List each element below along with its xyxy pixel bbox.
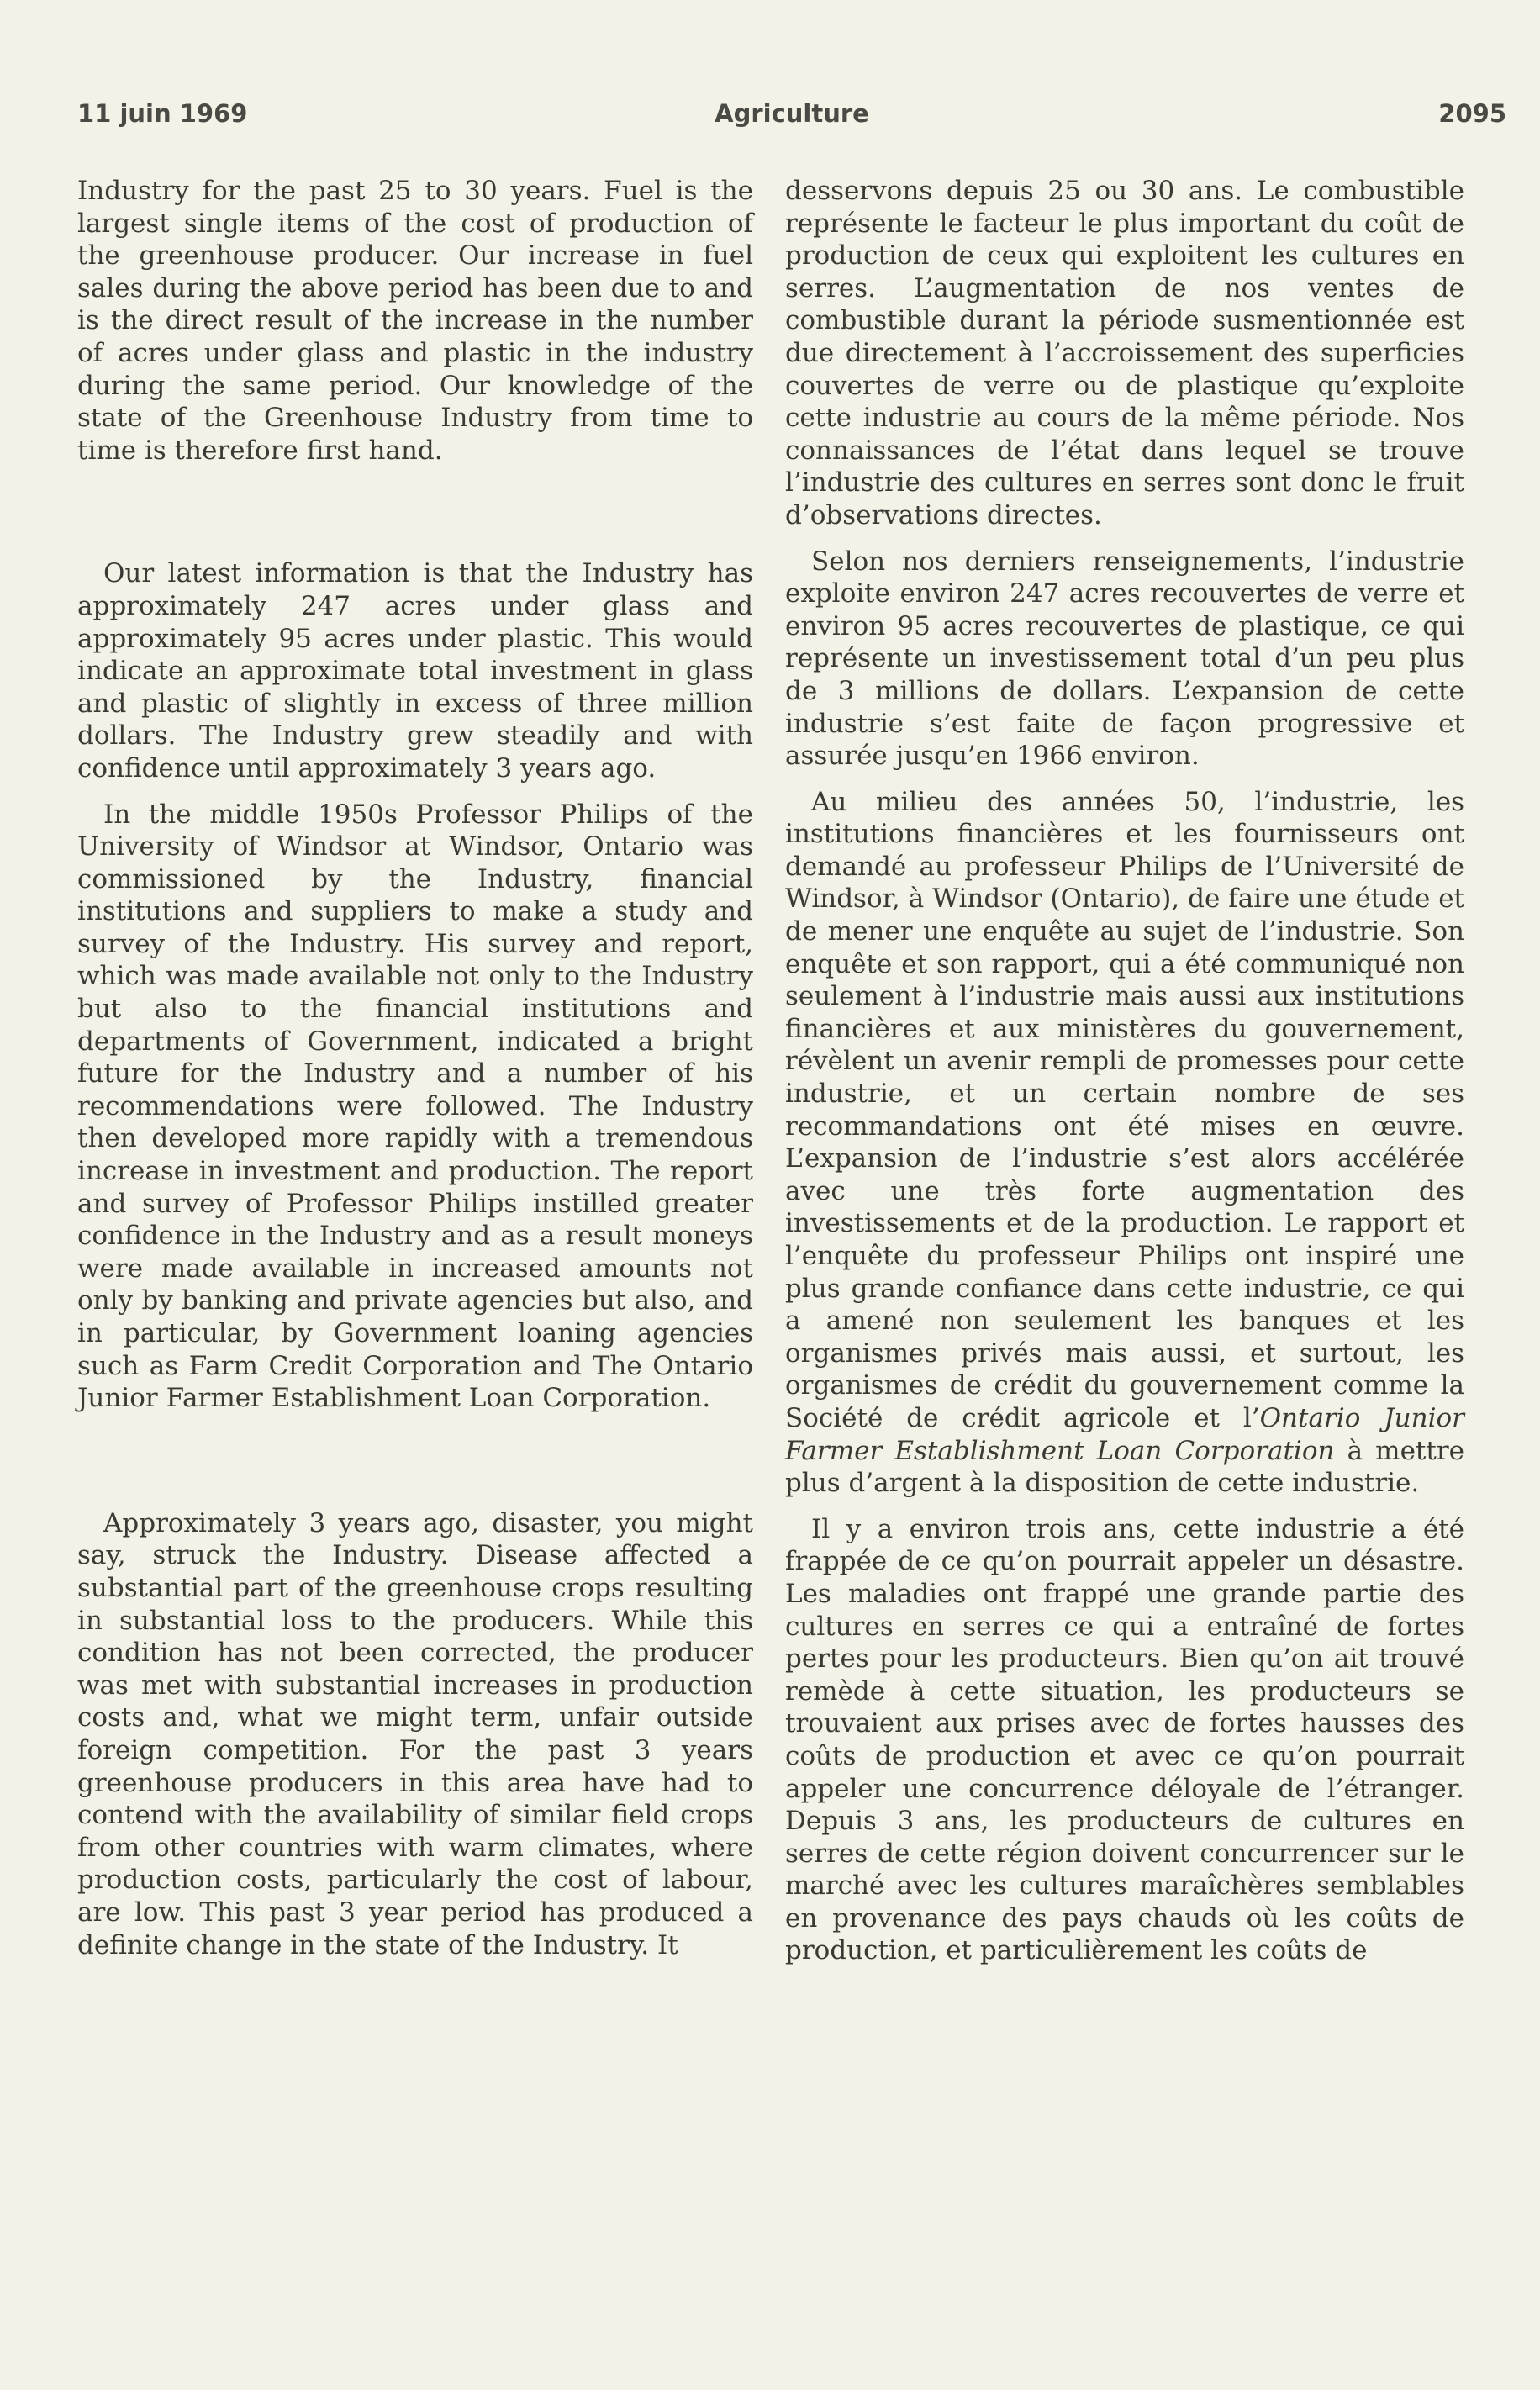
page-header bbox=[77, 99, 1506, 136]
french-paragraph-4: Il y a environ trois ans, cette industrie a été frappée de ce qu’on pourrait appeler un désastre. Les maladies ont frappé une grande partie des cultures en serres ce qui a entraîné de fortes pertes pour les producteurs. Bien qu’on ait trouvé remède à cette situation, les producteurs se trouvaient aux prises avec de fortes hausses des coûts de production et avec ce qu’on pourrait appeler une concurrence déloyale de l’étranger. Depuis 3 ans, les producteurs de cultures en serres de cette région doivent concurrencer sur le marché avec les cultures maraîchères semblables en provenance des pays chauds où les coûts de production, et particulièrement les coûts de bbox=[785, 1513, 1464, 1966]
header-date: 11 juin 1969 bbox=[77, 99, 248, 128]
header-page-number: 2095 bbox=[1438, 99, 1506, 128]
header-section-title: Agriculture bbox=[715, 99, 869, 128]
french-paragraph-2: Selon nos derniers renseignements, l’industrie exploite environ 247 acres recouvertes de verre et environ 95 acres recouvertes de plastique, ce qui représente un investissement total d’un peu plus de 3 millions de dollars. L’expansion de cette industrie s’est faite de façon progressive et assurée jusqu’en 1966 environ. bbox=[785, 546, 1464, 772]
english-paragraph-4: Approximately 3 years ago, disaster, you might say, struck the Industry. Disease affected a substantial part of the greenhouse crops resulting in substantial loss to the producers. While this condition has not been corrected, the producer was met with substantial increases in production costs and, what we might term, unfair outside foreign competition. For the past 3 years greenhouse producers in this area have had to contend with the availability of similar field crops from other countries with warm climates, where production costs, particularly the cost of labour, are low. This past 3 year period has produced a definite change in the state of the Industry. It bbox=[77, 1507, 753, 1960]
english-paragraph-3: In the middle 1950s Professor Philips of the University of Windsor at Windsor, Ontario was commissioned by the Industry, financial institutions and suppliers to make a study and survey of the Industry. His survey and report, which was made available not only to the Industry but also to the financial institutions and departments of Government, indicated a bright future for the Industry and a number of his recommendations were followed. The Industry then developed more rapidly with a tremendous increase in investment and production. The report and survey of Professor Philips instilled greater confidence in the Industry and as a result moneys were made available in increased amounts not only by banking and private agencies but also, and in particular, by Government loaning agencies such as Farm Credit Corporation and The Ontario Junior Farmer Establishment Loan Corporation. bbox=[77, 799, 753, 1414]
french-column bbox=[785, 175, 1464, 1967]
french-paragraph-3-text-b: à mettre plus d’argent à la disposition de cette industrie. bbox=[785, 1435, 1464, 1499]
english-paragraph-1: Industry for the past 25 to 30 years. Fuel is the largest single items of the cost of production of the greenhouse producer. Our increase in fuel sales during the above period has been due to and is the direct result of the increase in the number of acres under glass and plastic in the industry during the same period. Our knowledge of the state of the Greenhouse Industry from time to time is therefore first hand. bbox=[77, 176, 753, 466]
french-paragraph-3-text-a: Au milieu des années 50, l’industrie, les institutions financières et les fournisseurs ont demandé au professeur Philips de l’Université de Windsor, à Windsor (Ontario), de faire une étude et de mener une enquête au sujet de l’industrie. Son enquête et son rapport, qui a été communiqué non seulement à l’industrie mais aussi aux institutions financières et aux ministères du gouvernement, révèlent un avenir rempli de promesses pour cette industrie, et un certain nombre de ses recommandations ont été mises en œuvre. L’expansion de l’industrie s’est alors accélérée avec une très forte augmentation des investissements et de la production. Le rapport et l’enquête du professeur Philips ont inspiré une plus grande confiance dans cette industrie, ce qui a amené non seulement les banques et les organismes privés mais aussi, et surtout, les organismes de crédit du gouvernement comme la Société de crédit agricole et l’ bbox=[785, 786, 1464, 1433]
french-paragraph-3 bbox=[785, 786, 1464, 1500]
english-column bbox=[77, 175, 753, 1961]
english-paragraph-2: Our latest information is that the Industry has approximately 247 acres under glass and approximately 95 acres under plastic. This would indicate an approximate total investment in glass and plastic of slightly in excess of three million dollars. The Industry grew steadily and with confidence until approximately 3 years ago. bbox=[77, 558, 753, 783]
french-paragraph-1: desservons depuis 25 ou 30 ans. Le combustible représente le facteur le plus important du coût de production de ceux qui exploitent les cultures en serres. L’augmentation de nos ventes de combustible durant la période susmentionnée est due directement à l’accroissement des superficies couvertes de verre ou de plastique qu’exploite cette industrie au cours de la même période. Nos connaissances de l’état dans lequel se trouve l’industrie des cultures en serres sont donc le fruit d’observations directes. bbox=[785, 176, 1464, 530]
french-paragraph-3-corporation-name: Ontario Junior Farmer Establishment Loan Corporation bbox=[785, 1402, 1465, 1466]
